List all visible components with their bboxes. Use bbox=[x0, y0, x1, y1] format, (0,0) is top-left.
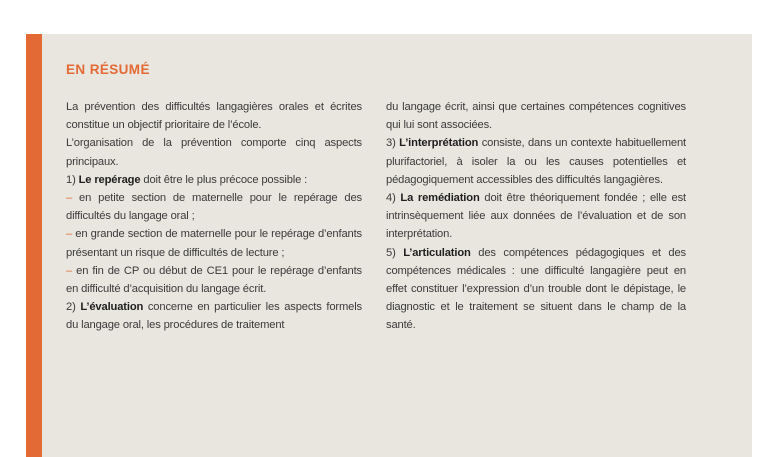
term-reperage: Le repérage bbox=[78, 173, 141, 186]
intro-paragraph: La prévention des difficultés langagières orales et écrites constitue un objectif prioritaire de l’école. bbox=[66, 101, 362, 132]
left-column bbox=[66, 98, 362, 335]
intro-paragraph-2: L’organisation de la prévention comporte cinq aspects principaux. bbox=[66, 137, 362, 168]
bullet-1: – en petite section de maternelle pour le repérage des difficultés du langage oral ; bbox=[66, 192, 362, 223]
bullet-3: – en fin de CP ou début de CE1 pour le repérage d’enfants en difficulté d’acquisition du langage écrit. bbox=[66, 264, 362, 296]
point-2: 2) L’évaluation concerne en particulier les aspects formels du langage oral, les procédures de traitement bbox=[66, 301, 362, 332]
accent-bar bbox=[26, 34, 42, 457]
point-4: 4) La remédiation doit être théoriquement fondée ; elle est intrinsèquement liée aux données de l’évaluation et de son interprétation. bbox=[386, 192, 686, 241]
point-3: 3) L’interprétation consiste, dans un contexte habituellement plurifactoriel, à isoler la ou les causes potentielles et pédagogiquement accessibles des difficultés langagières. bbox=[386, 137, 686, 186]
term-evaluation: L’évaluation bbox=[80, 301, 144, 314]
dash-icon: – bbox=[66, 264, 73, 277]
point-1: 1) Le repérage doit être le plus précoce possible : bbox=[66, 173, 308, 186]
point-2-continued: du langage écrit, ainsi que certaines compétences cognitives qui lui sont associées. bbox=[386, 101, 686, 132]
dash-icon: – bbox=[66, 228, 73, 241]
bullet-2: – en grande section de maternelle pour le repérage d’enfants présentant un risque de difficultés de lecture ; bbox=[66, 228, 362, 259]
summary-heading: EN RÉSUMÉ bbox=[66, 62, 150, 77]
right-column bbox=[386, 98, 686, 335]
term-articulation: L’articulation bbox=[403, 246, 471, 259]
term-interpretation: L’interprétation bbox=[399, 137, 479, 150]
point-5: 5) L’articulation des compétences pédagogiques et des compétences médicales : une difficulté langagière peut en effet constituer l’expression d’un trouble dont le dépistage, le diagnostic et le traitement se situent dans le champ de la santé. bbox=[386, 246, 686, 332]
dash-icon: – bbox=[66, 192, 73, 205]
term-remediation: La remédiation bbox=[400, 192, 480, 205]
